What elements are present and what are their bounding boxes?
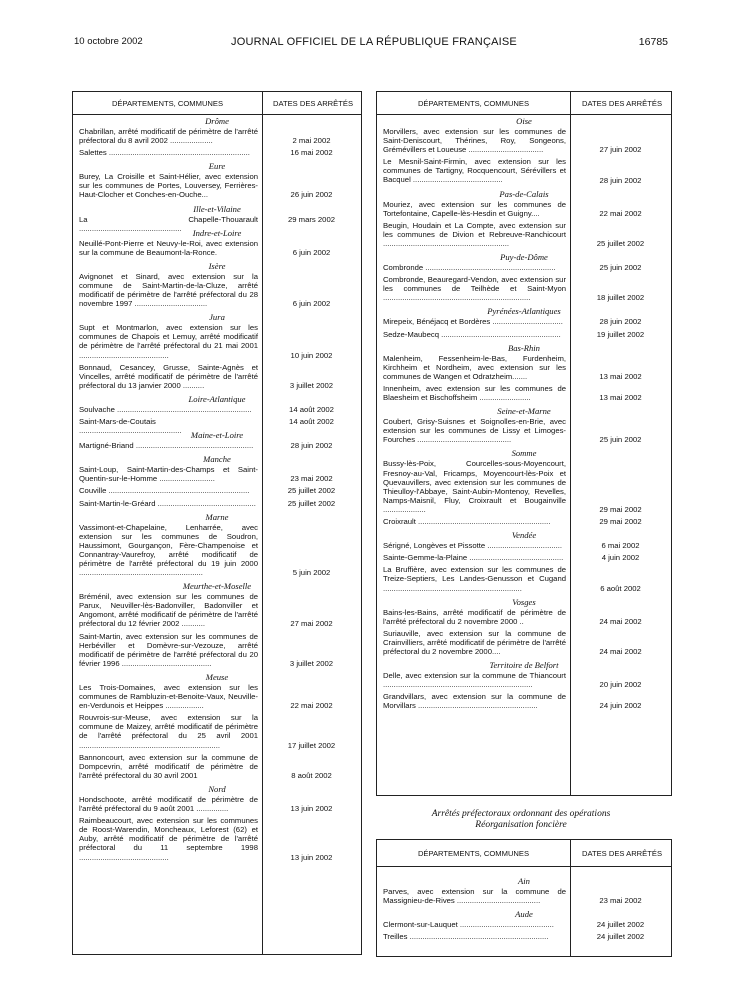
commune-text: Grandvillars, avec extension sur la commune de Morvillars ........................................................ xyxy=(383,692,566,711)
table-row xyxy=(73,523,361,578)
department-heading: Puy-de-Dôme xyxy=(500,252,548,263)
table-row xyxy=(377,608,671,626)
department-heading: Marne xyxy=(205,511,229,522)
arrete-date: 23 mai 2002 xyxy=(599,896,642,906)
commune-text: La Chapelle-Thouarault ................................................ xyxy=(79,214,258,233)
table-row xyxy=(73,713,361,749)
department-heading: Eure xyxy=(208,161,226,172)
commune-text: Mirepeix, Bénéjacq et Bordères ................................. xyxy=(383,317,563,327)
arrete-date: 10 juin 2002 xyxy=(290,350,333,360)
department-heading: Nord xyxy=(208,783,226,794)
page-number: 16785 xyxy=(638,36,668,48)
department-heading: Ain xyxy=(518,876,530,886)
arrete-date: 3 juillet 2002 xyxy=(289,380,334,390)
table-right xyxy=(376,91,672,796)
table-row xyxy=(73,239,361,257)
arrete-date: 27 mai 2002 xyxy=(290,619,333,629)
table-row xyxy=(377,157,671,184)
arrete-date: 19 juillet 2002 xyxy=(596,329,645,339)
table-row xyxy=(377,200,671,218)
arrete-date: 8 août 2002 xyxy=(291,770,332,780)
table-row xyxy=(73,592,361,628)
commune-text: Coubert, Grisy-Suisnes et Soignolles-en-Brie, avec extension sur les communes de Lissy et Limoges-Fourches ............................................ xyxy=(383,417,566,445)
table-row xyxy=(377,221,671,248)
arrete-date: 22 mai 2002 xyxy=(599,208,642,218)
arrete-date: 16 mai 2002 xyxy=(290,148,333,158)
table-reorganisation xyxy=(376,839,672,957)
arrete-date: 6 mai 2002 xyxy=(601,541,640,551)
commune-text: Saint-Mars-de-Coutais ................................................ xyxy=(79,417,182,436)
commune-text: Croixrault .............................................................. xyxy=(383,517,551,527)
column-header-dates: DATES DES ARRÊTÉS xyxy=(581,849,663,858)
table-row xyxy=(73,753,361,780)
commune-text: Suriauville, avec extension sur la commune de Crainvilliers, arrêté modificatif de périmètre de l'arrêté préfectoral du 2 novembre 2000.... xyxy=(383,628,566,656)
table-header xyxy=(377,840,671,867)
table-row xyxy=(73,323,361,359)
arrete-date: 24 mai 2002 xyxy=(599,647,642,656)
department-heading: Bas-Rhin xyxy=(508,342,540,353)
table-row xyxy=(377,459,671,514)
table-header xyxy=(73,92,361,115)
commune-text: Sainte-Gemme-la-Plaine ............................................ xyxy=(383,553,564,563)
table-row xyxy=(377,330,671,339)
department-heading: Meuse xyxy=(205,671,229,682)
table-row xyxy=(73,148,361,157)
arrete-date: 25 juin 2002 xyxy=(599,263,642,273)
caption-line-2: Réorganisation foncière xyxy=(475,820,567,830)
department-heading: Meurthe-et-Moselle xyxy=(182,581,252,592)
commune-text: La Bruffière, avec extension sur les communes de Treize-Septiers, Les Landes-Genusson et Cugand ................................................................. xyxy=(383,565,566,593)
arrete-date: 14 août 2002 xyxy=(289,404,334,414)
arrete-date: 25 juillet 2002 xyxy=(287,498,336,508)
table-row xyxy=(377,671,671,689)
table-row xyxy=(377,517,671,526)
table-row xyxy=(377,553,671,562)
table-left xyxy=(72,91,362,955)
commune-text: Bréménil, avec extension sur les communes de Parux, Neuviller-lès-Badonviller, Badonviller et Angomont, arrêté modificatif de périmètre de l'arrêté préfectoral du 12 février 2002 ........... xyxy=(79,592,258,629)
commune-text: Malenheim, Fessenheim-le-Bas, Furdenheim, Kirchheim et Nordheim, avec extension sur les communes de Wangen et Odratzheim....... xyxy=(383,353,566,381)
commune-text: Morvillers, avec extension sur les communes de Saint-Deniscourt, Thérines, Roy, Songeons, Grémévillers et Loueuse ................................... xyxy=(383,127,566,155)
table-row xyxy=(377,127,671,154)
arrete-date: 25 juin 2002 xyxy=(599,435,642,445)
table-row xyxy=(377,920,671,929)
department-heading: Vendée xyxy=(511,530,537,541)
commune-text: Avignonet et Sinard, avec extension sur la commune de Saint-Martin-de-la-Cluze, arrêté modificatif de périmètre de l'arrêté préfectoral du 28 novembre 1997 .................................. xyxy=(79,271,258,309)
commune-text: Raimbeaucourt, avec extension sur les communes de Roost-Warendin, Moncheaux, Leforest (62) et Auby, arrêté modificatif de périmètre de l'arrêté préfectoral du 11 septembre 1998 .......................................... xyxy=(79,816,258,862)
column-header-communes: DÉPARTEMENTS, COMMUNES xyxy=(417,99,530,108)
arrete-date: 24 juillet 2002 xyxy=(596,932,645,942)
arrete-date: 13 juin 2002 xyxy=(290,852,333,862)
table-row xyxy=(377,565,671,592)
arrete-date: 4 juin 2002 xyxy=(601,553,640,563)
arrete-date: 3 juillet 2002 xyxy=(289,658,334,668)
arrete-date: 6 juin 2002 xyxy=(292,247,331,257)
commune-text: Parves, avec extension sur la commune de Massignieu-de-Rives ....................................... xyxy=(383,887,566,906)
table-row xyxy=(73,632,361,668)
department-heading: Seine-et-Marne xyxy=(497,406,551,417)
column-header-communes: DÉPARTEMENTS, COMMUNES xyxy=(111,99,224,108)
arrete-date: 29 mars 2002 xyxy=(287,214,335,224)
table-row xyxy=(377,263,671,272)
commune-text: Treilles ................................................................. xyxy=(383,932,549,942)
caption-line-1: Arrêtés préfectoraux ordonnant des opérations xyxy=(431,809,611,819)
commune-text: Burey, La Croisille et Saint-Hélier, avec extension sur les communes de Portes, Louversey, Ferrières-Haut-Clocher et Conches-en-Ouche... xyxy=(79,172,258,200)
commune-text: Combronde, Beauregard-Vendon, avec extension sur les communes de Teilhède et Saint-Myon ..................................................................... xyxy=(383,275,566,303)
arrete-date: 24 juillet 2002 xyxy=(596,920,645,930)
commune-text: Martigné-Briand ....................................................... xyxy=(79,441,254,451)
table-row xyxy=(377,541,671,550)
commune-text: Sedze-Maubecq ........................................................ xyxy=(383,329,561,339)
department-heading: Manche xyxy=(203,454,231,465)
department-heading: Indre-et-Loire xyxy=(192,227,242,238)
table-row xyxy=(73,499,361,508)
arrete-date: 13 mai 2002 xyxy=(599,371,642,381)
commune-text: Delle, avec extension sur la commune de Thiancourt ...................................................................... xyxy=(383,671,566,690)
commune-text: Hondschoote, arrêté modificatif de périmètre de l'arrêté préfectoral du 9 août 2001 ............... xyxy=(79,794,258,814)
department-heading: Isère xyxy=(208,260,226,271)
table-body xyxy=(377,875,671,944)
commune-text: Vassimont-et-Chapelaine, Lenharrée, avec extension sur les communes de Soudron, Haussimont, Gourgançon, Fère-Champenoise et Connantray-Vaurefroy, arrêté modificatif de périmètre de l'arrêté préfectoral du 19 juin 2000 .......................................................... xyxy=(79,522,258,578)
commune-text: Combronde ............................................................. xyxy=(383,263,556,273)
column-header-dates: DATES DES ARRÊTÉS xyxy=(272,99,354,108)
commune-text: Bonnaud, Cesancey, Grusse, Sainte-Agnès et Vincelles, arrêté modificatif de périmètre de l'arrêté préfectoral du 13 janvier 2000 .......... xyxy=(79,362,258,390)
commune-text: Bussy-lès-Poix, Courcelles-sous-Moyencourt, Fresnoy-au-Val, Fricamps, Moyencourt-lès-Poix et Quevauvillers, avec extension sur les communes de Thieulloy-l'Abbaye, Saint-Aubin-Montenoy, Revelles, Namps-Maisnil, Fluy, Croixrault et Bougainville .................... xyxy=(383,459,566,514)
department-heading: Vosges xyxy=(512,596,536,607)
commune-text: Saint-Martin, avec extension sur les communes de Herbéviller et Domèvre-sur-Vezouze, arrêté modificatif de périmètre de l'arrêté préfectoral du 20 février 1996 .......................................... xyxy=(79,631,258,668)
commune-text: Bannoncourt, avec extension sur la commune de Dompcevrin, arrêté modificatif de périmètre de l'arrêté préfectoral du 30 avril 2001 xyxy=(79,752,258,780)
header-date: 10 octobre 2002 xyxy=(74,36,143,47)
table-row xyxy=(73,486,361,495)
arrete-date: 28 juin 2002 xyxy=(290,441,333,451)
table-row xyxy=(73,363,361,390)
arrete-date: 18 juillet 2002 xyxy=(596,293,645,303)
section-caption xyxy=(376,809,666,831)
table-body xyxy=(377,115,671,713)
commune-text: Supt et Montmarlon, avec extension sur les communes de Chapois et Lemuy, arrêté modificatif de périmètre de l'arrêté préfectoral du 21 mai 2001 .......................................... xyxy=(79,323,258,360)
table-row xyxy=(377,275,671,302)
arrete-date: 6 juin 2002 xyxy=(292,299,331,309)
arrete-date: 24 juin 2002 xyxy=(599,701,642,711)
table-row xyxy=(73,795,361,813)
commune-text: Sérigné, Longèves et Pissotte ................................... xyxy=(383,541,563,551)
column-header-dates: DATES DES ARRÊTÉS xyxy=(581,99,663,108)
table-header xyxy=(377,92,671,115)
commune-text: Bains-les-Bains, arrêté modificatif de périmètre de l'arrêté préfectoral du 2 novembre 2000 .. xyxy=(383,607,566,626)
arrete-date: 28 juin 2002 xyxy=(599,175,642,185)
arrete-date: 6 août 2002 xyxy=(600,583,641,593)
department-heading: Pas-de-Calais xyxy=(499,188,549,199)
journal-title: JOURNAL OFFICIEL DE LA RÉPUBLIQUE FRANÇAISE xyxy=(231,36,517,48)
commune-text: Mouriez, avec extension sur les communes de Tortefontaine, Capelle-lès-Hesdin et Guigny.... xyxy=(383,199,566,218)
commune-text: Innenheim, avec extension sur les communes de Blaesheim et Bischoffsheim ........................ xyxy=(383,383,566,403)
commune-text: Neuillé-Pont-Pierre et Neuvy-le-Roi, avec extension sur la commune de Beaumont-la-Ronce. xyxy=(79,238,258,257)
table-row xyxy=(377,317,671,326)
arrete-date: 22 mai 2002 xyxy=(290,701,333,711)
arrete-date: 25 juillet 2002 xyxy=(596,238,645,248)
table-row xyxy=(73,465,361,483)
commune-text: Le Mesnil-Saint-Firmin, avec extension sur les communes de Tartigny, Rocquencourt, Sérévillers et Bacquel .......................................... xyxy=(383,157,566,185)
department-heading: Ille-et-Vilaine xyxy=(193,203,241,214)
table-row xyxy=(377,932,671,941)
commune-text: Soulvache ............................................................... xyxy=(79,404,252,414)
table-row xyxy=(73,172,361,199)
arrete-date: 29 mai 2002 xyxy=(599,504,642,514)
table-row xyxy=(73,441,361,450)
arrete-date: 5 juin 2002 xyxy=(292,568,331,578)
department-heading: Maine-et-Loire xyxy=(190,430,244,441)
department-heading: Pyrénées-Atlantiques xyxy=(487,306,561,317)
table-row xyxy=(377,417,671,444)
table-row xyxy=(377,629,671,656)
arrete-date: 23 mai 2002 xyxy=(290,474,333,484)
column-header-communes: DÉPARTEMENTS, COMMUNES xyxy=(417,849,530,858)
arrete-date: 26 juin 2002 xyxy=(290,190,333,200)
commune-text: Clermont-sur-Lauquet ............................................ xyxy=(383,920,554,930)
arrete-date: 17 juillet 2002 xyxy=(287,740,336,750)
department-heading: Oise xyxy=(516,116,532,126)
department-heading: Jura xyxy=(209,312,225,323)
table-body xyxy=(73,115,361,865)
arrete-date: 28 juin 2002 xyxy=(599,317,642,327)
arrete-date: 13 juin 2002 xyxy=(290,804,333,814)
arrete-date: 27 juin 2002 xyxy=(599,145,642,155)
department-heading: Loire-Atlantique xyxy=(188,393,246,404)
commune-text: Les Trois-Domaines, avec extension sur les communes de Rambluzin-et-Benoite-Vaux, Neuville-en-Verdunois et Heippes .................. xyxy=(79,682,258,711)
table-row xyxy=(73,405,361,414)
table-row xyxy=(377,354,671,381)
table-row xyxy=(73,683,361,710)
commune-text: Rouvrois-sur-Meuse, avec extension sur la commune de Maizey, arrêté modificatif de périmètre de l'arrêté préfectoral du 25 avril 2001 .................................................................. xyxy=(79,713,258,750)
department-heading: Aude xyxy=(515,909,533,920)
department-heading: Drôme xyxy=(205,116,229,126)
table-row xyxy=(377,887,671,905)
arrete-date: 20 juin 2002 xyxy=(599,680,642,690)
table-row xyxy=(377,384,671,402)
arrete-date: 25 juillet 2002 xyxy=(287,486,336,496)
commune-text: Chabrillan, arrêté modificatif de périmètre de l'arrêté préfectoral du 8 avril 2002 .................... xyxy=(79,127,258,146)
arrete-date: 29 mai 2002 xyxy=(599,517,642,527)
table-row xyxy=(73,272,361,308)
arrete-date: 14 août 2002 xyxy=(289,417,334,427)
arrete-date: 24 mai 2002 xyxy=(599,616,642,626)
commune-text: Saint-Loup, Saint-Martin-des-Champs et Saint-Quentin-sur-le-Homme .......................... xyxy=(79,465,258,484)
arrete-date: 13 mai 2002 xyxy=(599,393,642,403)
department-heading: Somme xyxy=(511,448,537,459)
arrete-date: 2 mai 2002 xyxy=(292,136,331,146)
commune-text: Salettes .................................................................. xyxy=(79,148,250,158)
table-row xyxy=(73,127,361,145)
commune-text: Saint-Martin-le-Gréard .............................................. xyxy=(79,498,256,508)
department-heading: Territoire de Belfort xyxy=(489,660,559,671)
table-row xyxy=(73,816,361,862)
commune-text: Beugin, Houdain et La Compte, avec extension sur les communes de Divion et Rebreuve-Ranchicourt ........................................................... xyxy=(383,220,566,248)
commune-text: Couville .................................................................. xyxy=(79,486,250,496)
table-row xyxy=(377,692,671,710)
